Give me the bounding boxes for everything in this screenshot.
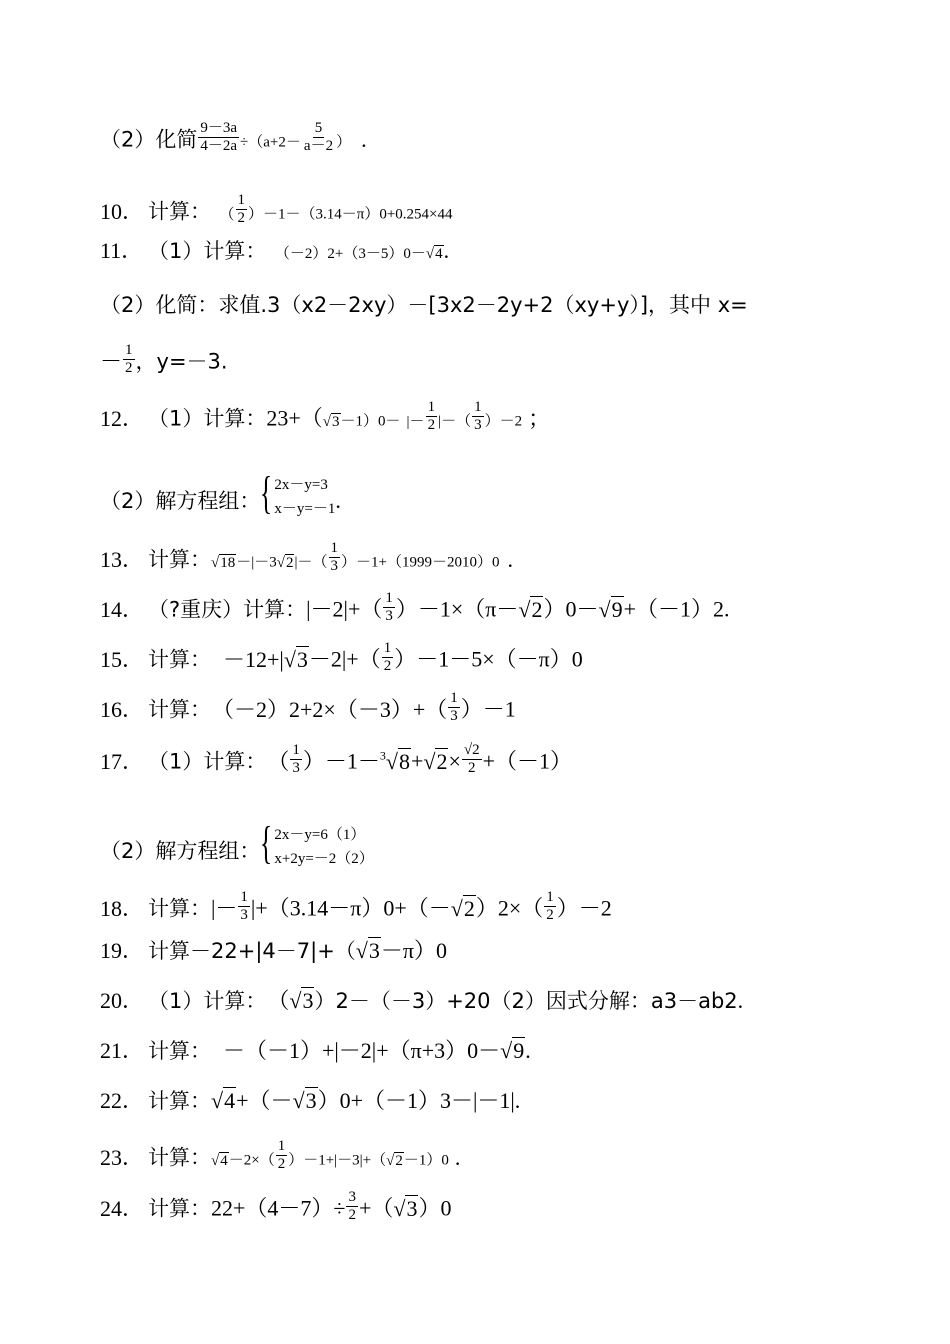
denominator: 2 <box>237 210 246 226</box>
square-root: √3 <box>322 413 340 430</box>
square-root: √3 <box>355 938 380 963</box>
period: . <box>443 238 450 263</box>
fraction <box>383 590 395 625</box>
problem-label: （1）计算： <box>148 406 267 431</box>
problem-12: 12． （1）计算：23+（√3－1）0－ |－ $\frac{1}{2}$ |－（ $\frac{1}{3}$ ）－2 ； <box>100 403 550 438</box>
problem-11 <box>100 236 449 269</box>
problem-number: 18． <box>100 895 145 921</box>
expression: +（ <box>358 1195 394 1221</box>
square-root: √4 <box>425 246 443 262</box>
cube-root-index: 3 <box>379 748 386 763</box>
period: . <box>361 126 367 152</box>
expression: ）2－（－3）+20（2）因式分解：a3－ab2 <box>314 989 738 1013</box>
denominator: 4－2a <box>200 138 238 154</box>
problem-label: 计算： <box>148 1089 211 1113</box>
radicand: 3 <box>332 413 340 430</box>
problem-label: （?重庆）计算： <box>148 597 307 622</box>
problem-label: 计算： <box>148 647 211 672</box>
minus-sign: － <box>100 348 123 374</box>
equation-system: { 2x－y=6（1） x+2y=－2（2） <box>260 823 373 871</box>
period: . <box>723 596 730 622</box>
expression: + <box>410 748 424 774</box>
expression: ）－2 <box>556 895 612 921</box>
expression: ）－1－5×（－π）0 <box>394 646 583 672</box>
problem-number: 20． <box>100 988 145 1013</box>
problem-label: （1）计算： <box>148 239 267 263</box>
problem-label: 计算： <box>148 1039 211 1063</box>
radicand: 2 <box>463 895 475 921</box>
numerator: 1 <box>385 590 393 606</box>
problem-label: （2）解方程组： <box>100 489 261 514</box>
problem-12-part-2 <box>100 467 341 527</box>
radicand: 3 <box>406 1195 418 1221</box>
radicand: 18 <box>220 554 236 571</box>
equation-1: 2x－y=6（1） <box>274 827 366 843</box>
expression: （－2）2+2×（－3）+（ <box>223 696 448 722</box>
problem-15 <box>100 640 583 679</box>
square-root: √9 <box>500 1038 525 1063</box>
expression: × <box>448 748 461 774</box>
numerator: 1 <box>427 399 436 415</box>
square-root: √3 <box>393 1195 418 1221</box>
expression: －2|+（ <box>308 646 381 672</box>
semicolon: ； <box>528 405 551 431</box>
denominator: 3 <box>385 608 393 624</box>
expression: ）－1－（3.14－π）0+0.254×44 <box>248 206 453 223</box>
problem-label: 计算： <box>148 1145 211 1170</box>
radicand: 4 <box>220 1152 228 1169</box>
square-root: √2 <box>386 1152 403 1169</box>
fraction <box>544 889 556 924</box>
problem-13 <box>100 540 513 579</box>
expression: ）2×（ <box>475 895 544 921</box>
square-root: √2 <box>518 596 543 622</box>
fraction <box>236 192 248 227</box>
radicand: 9 <box>611 596 623 622</box>
numerator: 1 <box>474 399 482 415</box>
fraction <box>276 1138 288 1173</box>
expression: +（－1） <box>482 748 573 774</box>
period: . <box>507 546 513 572</box>
problem-text: （2）化简：求值.3（x2－2xy）－[3x2－2y+2（xy+y）]，其中 x= <box>100 293 748 317</box>
expression: ）－2 <box>484 413 523 430</box>
radicand: 3 <box>296 646 308 672</box>
fraction <box>472 399 484 434</box>
expression: |－2|+（ <box>306 596 383 622</box>
equation-1: 2x－y=3 <box>274 477 328 493</box>
period: . <box>514 1088 521 1113</box>
expression: +（－1）2 <box>623 596 724 622</box>
expression: |－ <box>211 895 238 921</box>
square-root: √3 <box>289 988 314 1013</box>
equation-2: x+2y=－2（2） <box>274 851 374 867</box>
radicand: 2 <box>395 1152 403 1169</box>
denominator: 2 <box>125 360 133 376</box>
expression: －1）0 <box>403 1152 449 1169</box>
numerator: 1 <box>450 690 458 706</box>
equation-system: { 2x－y=3 x－y=－1 <box>260 473 335 521</box>
denominator: 2 <box>383 658 392 674</box>
problem-text: ，y=－3. <box>135 349 228 374</box>
problem-number: 16． <box>100 696 145 722</box>
expression: 22+（4－7）÷ <box>211 1195 346 1221</box>
fraction <box>329 540 341 575</box>
problem-label: 计算： <box>148 199 211 224</box>
square-root: √4 <box>211 1152 228 1169</box>
numerator: 1 <box>125 342 133 358</box>
expression: ）0+（－1）3－|－1| <box>317 1088 515 1113</box>
denominator: a－2 <box>303 138 334 154</box>
problem-label: （1）计算： <box>148 989 267 1013</box>
numerator: 1 <box>277 1138 286 1154</box>
problem-number: 19． <box>100 938 145 963</box>
problem-number: 14． <box>100 596 145 622</box>
expression: ）－1+（1999－2010）0 <box>341 554 500 571</box>
radicand: 8 <box>398 748 410 774</box>
expression: －2×（ <box>228 1152 275 1169</box>
problem-number: 17． <box>100 748 145 774</box>
expression: （ <box>227 206 235 223</box>
problem-number: 11． <box>100 238 144 263</box>
expression: ÷（a+2－ <box>240 134 301 151</box>
expression: ）0 <box>418 1195 452 1221</box>
denominator: 3 <box>474 417 482 433</box>
numerator: 1 <box>383 640 392 656</box>
problem-20 <box>100 986 743 1016</box>
square-root: √2 <box>276 554 294 571</box>
problem-22 <box>100 1086 520 1116</box>
radicand: 2 <box>436 748 448 774</box>
problem-number: 13． <box>100 546 145 572</box>
expression: 23+（ <box>266 405 323 431</box>
fraction <box>198 120 239 155</box>
numerator: 1 <box>237 192 246 208</box>
expression: －1）0－ <box>340 413 401 430</box>
fraction <box>238 889 250 924</box>
period: . <box>335 488 341 514</box>
radicand: 3 <box>305 1088 317 1113</box>
problem-number: 12． <box>100 405 145 431</box>
numerator: 1 <box>330 540 338 556</box>
fraction <box>302 120 335 155</box>
radicand: 3 <box>302 988 314 1013</box>
numerator: 9－3a <box>200 120 238 136</box>
problem-18 <box>100 889 612 928</box>
problem-label: 计算： <box>148 896 211 921</box>
problem-21 <box>100 1036 531 1066</box>
problem-label: 计算： <box>148 547 211 572</box>
problem-label: （1）计算： <box>148 749 267 774</box>
expression: ）－1+|－3|+（ <box>288 1152 387 1169</box>
numerator: 1 <box>240 889 248 905</box>
problem-label: 计算： <box>148 697 211 722</box>
expression: （－2）2+（3－5）0－ <box>282 246 426 262</box>
square-root: √3 <box>283 646 308 672</box>
denominator: 3 <box>330 558 338 574</box>
denominator: 2 <box>348 1207 356 1223</box>
radicand: 2 <box>285 554 294 571</box>
expression: |－（ <box>294 554 328 571</box>
problem-label: 计算： <box>148 1196 211 1221</box>
expression: ）－1×（π－ <box>395 596 519 622</box>
expression: |+（3.14－π）0+（－ <box>250 895 451 921</box>
problem-14 <box>100 590 730 629</box>
radicand: 2 <box>531 596 543 622</box>
cube-root: √8 <box>385 748 410 774</box>
denominator: 3 <box>450 708 458 724</box>
square-root: √2 <box>423 748 448 774</box>
problem-23 <box>100 1138 461 1177</box>
radicand: 4 <box>224 1088 236 1113</box>
period: . <box>525 1038 531 1063</box>
radicand: 4 <box>435 246 443 262</box>
period: . <box>454 1144 461 1170</box>
square-root: √4 <box>211 1088 236 1113</box>
numerator: √2 <box>463 742 480 758</box>
problem-label: 计算－22+|4－7|+（ <box>148 939 356 963</box>
expression: －|－3 <box>236 554 277 571</box>
square-root: √18 <box>211 554 236 571</box>
expression: ） <box>336 134 352 151</box>
problem-9-part-2 <box>100 120 367 159</box>
square-root: √2 <box>450 895 475 921</box>
period: . <box>737 988 744 1013</box>
problem-11-part-2 <box>100 290 748 320</box>
denominator: 3 <box>240 907 248 923</box>
problem-number: 10． <box>100 198 145 224</box>
problem-number: 21． <box>100 1038 145 1063</box>
denominator: 2 <box>427 417 436 433</box>
equation-2: x－y=－1 <box>274 501 336 517</box>
expression: （ <box>278 988 290 1013</box>
problem-10 <box>100 192 453 231</box>
problem-16 <box>100 690 516 729</box>
expression: －（－1）+|－2|+（π+3）0－ <box>223 1038 501 1063</box>
numerator: 1 <box>292 742 300 758</box>
problem-number: 23． <box>100 1144 145 1170</box>
denominator: 2 <box>277 1156 286 1172</box>
denominator: 2 <box>546 907 554 923</box>
problem-number: 15． <box>100 646 145 672</box>
expression: ）0－ <box>543 596 599 622</box>
expression: －（ <box>441 413 472 430</box>
problem-19 <box>100 936 447 966</box>
expression: ）－1 <box>460 696 516 722</box>
square-root: √9 <box>598 596 623 622</box>
problem-17-part-2 <box>100 817 374 877</box>
problem-label: （2）化简 <box>100 127 198 152</box>
numerator: 5 <box>314 120 323 136</box>
fraction <box>448 690 460 725</box>
problem-number: 22． <box>100 1088 145 1113</box>
numerator: 1 <box>546 889 554 905</box>
fraction <box>290 742 302 777</box>
expression: +（－ <box>236 1088 293 1113</box>
fraction <box>346 1189 358 1224</box>
expression: （ <box>278 748 290 774</box>
expression: ）－1－ <box>302 748 380 774</box>
square-root: √3 <box>292 1088 317 1113</box>
numerator: 3 <box>348 1189 356 1205</box>
radicand: 3 <box>368 938 380 963</box>
problem-17 <box>100 742 573 781</box>
fraction <box>382 640 394 675</box>
fraction <box>462 742 482 777</box>
problem-label: （2）解方程组： <box>100 839 261 864</box>
denominator: 3 <box>292 760 300 776</box>
radicand: 9 <box>513 1038 525 1063</box>
fraction <box>426 399 438 434</box>
expression: －12+| <box>223 646 284 672</box>
problem-number: 24． <box>100 1195 145 1221</box>
problem-11-part-2-cont <box>100 342 228 381</box>
fraction <box>123 342 135 377</box>
denominator: 2 <box>468 760 476 776</box>
problem-24 <box>100 1189 452 1228</box>
expression: －π）0 <box>380 938 447 963</box>
